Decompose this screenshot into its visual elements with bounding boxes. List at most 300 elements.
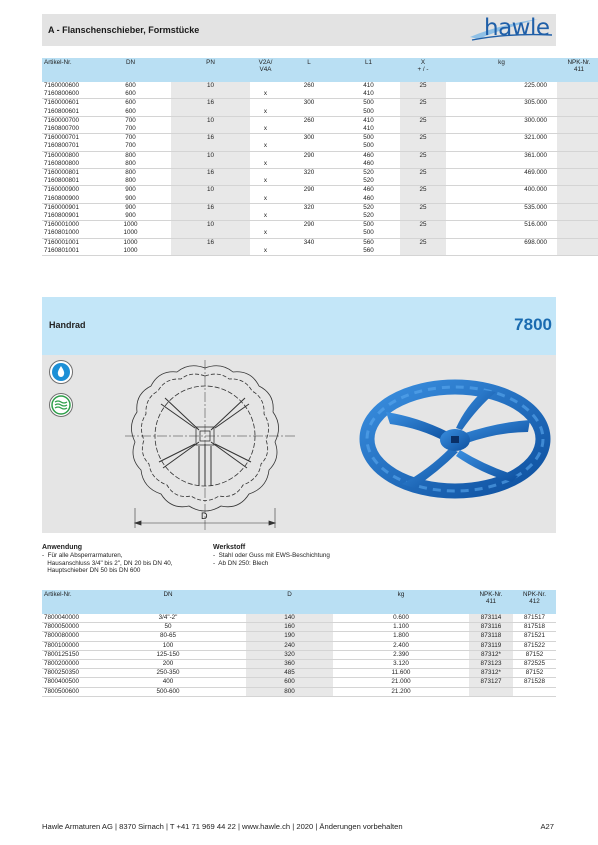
table-cell [446,247,557,256]
column-header: L [281,58,337,82]
table-cell: 25 [400,238,446,247]
table-cell: 320 [303,203,315,211]
table-row [42,195,598,204]
table-cell: 340 [303,238,315,246]
table-row [42,116,598,125]
table-cell [281,177,337,186]
table-cell [171,125,250,134]
table-cell: 250-350 [90,669,246,678]
table-cell: 7160800801 [42,177,90,186]
table-cell [281,212,337,221]
table-cell: 125-150 [90,650,246,659]
table-cell: 100 [90,641,246,650]
table-cell: 3.120 [333,660,469,669]
table-cell: 7160000901 [44,203,80,211]
table-cell: 7160000600 [44,82,80,89]
table-cell: x [250,142,281,151]
table-cell: 3/4"-2" [90,614,246,623]
table-cell: 873127 [469,678,513,687]
anwendung-line: - Für alle Absperrarmaturen, [42,552,123,559]
table-cell: 871517 [513,614,556,623]
column-header: PN [171,58,250,82]
table-cell: 25 [400,186,446,195]
table-cell [557,177,598,186]
table-cell: 871522 [513,641,556,650]
table-cell: 300 [303,99,315,107]
table-cell [557,203,598,212]
table-cell: 50 [90,623,246,632]
table-cell: 817518 [513,623,556,632]
table-cell: 520 [363,203,374,211]
table-cell: 321.000 [524,134,547,142]
table-cell [250,221,281,230]
table-cell: 7160800800 [42,160,90,169]
table-cell [557,125,598,134]
table-cell: 2.390 [333,650,469,659]
werkstoff-heading: Werkstoff [213,544,246,551]
product-band [42,297,556,355]
table-cell: 25 [400,99,446,108]
table-cell: 16 [171,238,250,247]
table-cell: x [250,125,281,134]
table-cell: 10 [171,82,250,90]
table-cell: 7160001001 [44,238,80,246]
table-cell [400,247,446,256]
table-cell [446,90,557,99]
table-cell: 560 [363,238,374,246]
water-drop-icon [49,360,73,384]
table-cell [171,142,250,151]
table-cell: 7800125150 [42,650,90,659]
table-cell [281,108,337,117]
table-cell: 1000 [123,238,138,246]
table-cell: x [250,108,281,117]
table-cell: 7800400500 [42,678,90,687]
table-cell: 400 [90,678,246,687]
table-cell [250,203,281,212]
table-cell [400,142,446,151]
table-row [42,203,598,212]
table-cell: 21.000 [333,678,469,687]
table-cell: 520 [363,169,374,177]
table-cell [557,247,598,256]
table-cell: 11.600 [333,669,469,678]
table-cell [250,186,281,195]
table-row [42,650,556,659]
table-cell [557,212,598,221]
table-cell: 10 [171,221,250,230]
table-cell: 7800250350 [42,669,90,678]
table-cell [446,212,557,221]
table-cell: 800 [125,169,136,177]
table-row [42,169,598,178]
table-cell: 873119 [469,641,513,650]
table-cell: 87152 [513,650,556,659]
anwendung-line: Hausanschluss 3/4" bis 2", DN 20 bis DN 40, [42,559,173,567]
table-cell: 700 [125,134,136,142]
table-cell: 10 [171,151,250,160]
table-cell: 300 [303,134,315,142]
table-cell: 873116 [469,623,513,632]
table-cell [250,99,281,108]
page-section-title: A - Flanschenschieber, Formstücke [48,25,200,35]
table-cell: 7160800700 [42,125,90,134]
table-row [42,221,598,230]
table-cell: 460 [363,186,374,194]
anwendung-text [42,552,172,575]
table-cell: 410 [363,116,374,124]
table-cell [446,177,557,186]
column-header: NPK-Nr. 412 [513,590,556,614]
table-cell [171,177,250,186]
page-number: A27 [540,822,554,831]
table-cell: 7800500600 [42,687,90,696]
table-cell: 600 [90,90,171,99]
table-cell: 600 [246,678,333,687]
werkstoff-line: - Stahl oder Guss mit EWS-Beschichtung [213,552,330,559]
table-cell: 25 [400,203,446,212]
table-cell: 7800040000 [42,614,90,623]
table-cell [557,238,598,247]
table-row [42,641,556,650]
table-row [42,632,556,641]
table-cell: 7160800900 [42,195,90,204]
table-cell [557,99,598,108]
table-cell: 500 [337,142,400,151]
table-cell [557,90,598,99]
table-cell: 900 [125,203,136,211]
table-row [42,160,598,169]
table-cell: 200 [90,660,246,669]
table-cell: x [250,160,281,169]
table-cell: 1.100 [333,623,469,632]
table-cell: 900 [90,212,171,221]
table-cell: x [250,195,281,204]
table-cell: 7160000801 [44,169,80,177]
table-cell: 7160000700 [44,116,80,124]
table-cell [557,142,598,151]
table-cell [281,125,337,134]
table-cell: 7800200000 [42,660,90,669]
table-cell [446,142,557,151]
table-cell: 240 [246,641,333,650]
table-cell: 16 [171,203,250,212]
table-cell: 469.000 [524,169,547,177]
table-cell: 1000 [123,221,138,229]
table-cell: 500 [363,99,374,107]
table-cell: 500-600 [90,687,246,696]
table-cell [557,229,598,238]
table-cell [557,195,598,204]
table-cell: 2.400 [333,641,469,650]
table-cell [400,212,446,221]
table-cell [400,160,446,169]
handwheel-drawing [125,360,295,532]
column-header: kg [446,58,557,82]
table-cell: 160 [246,623,333,632]
table-cell: 290 [303,151,315,159]
column-header: NPK-Nr. 411 [469,590,513,614]
table-cell: 1000 [90,229,171,238]
table-row [42,134,598,143]
table-cell: 300.000 [524,116,547,124]
table-cell: 800 [125,151,136,159]
table-cell [400,177,446,186]
table-cell: 560 [337,247,400,256]
table-cell [446,229,557,238]
table-cell: 320 [246,650,333,659]
table-cell [446,195,557,204]
table-cell: 871528 [513,678,556,687]
table-cell [281,247,337,256]
table-cell [400,195,446,204]
table-cell [446,160,557,169]
column-header: kg [333,590,469,614]
table-cell: 7800100000 [42,641,90,650]
table-cell: 10 [171,116,250,125]
table-cell: 520 [337,212,400,221]
column-header: NPK-Nr. 411 [557,58,598,82]
table-cell [557,160,598,169]
table-cell: 7160000701 [44,134,80,142]
column-header: Artikel-Nr. [42,58,90,82]
werkstoff-line: - Ab DN 250: Blech [213,559,269,567]
table-cell: 25 [400,82,446,90]
table-cell: 305.000 [524,99,547,107]
table-cell [400,108,446,117]
table-cell: 7800080000 [42,632,90,641]
table-row [42,90,598,99]
table-cell: 500 [337,229,400,238]
table-cell: 500 [337,108,400,117]
anwendung-heading: Anwendung [42,544,83,551]
table-cell [171,247,250,256]
table-cell [171,160,250,169]
table-cell: 21.200 [333,687,469,696]
table-cell: 25 [400,151,446,160]
table-cell: 516.000 [524,221,547,229]
table-cell: 260 [303,82,315,89]
column-header: V2A/ V4A [250,58,281,82]
table-cell [250,151,281,160]
column-header: X + / - [400,58,446,82]
table-cell: 400.000 [524,186,547,194]
table-cell [400,90,446,99]
column-header: L1 [337,58,400,82]
table-cell: 873114 [469,614,513,623]
product-title: Handrad [49,320,86,330]
table-cell [250,134,281,143]
table-cell: 320 [303,169,315,177]
table-cell: 7160000900 [44,186,80,194]
table-cell: 410 [337,125,400,134]
table-cell: 140 [246,614,333,623]
table-cell: 800 [246,687,333,696]
table-cell: 7160800600 [42,90,90,99]
table-cell: 290 [303,186,315,194]
table-cell: 900 [125,186,136,194]
table-cell: 290 [303,221,315,229]
table-cell [513,687,556,696]
table-cell: 700 [90,142,171,151]
table-cell: 460 [337,195,400,204]
footer-text: Hawle Armaturen AG | 8370 Sirnach | T +41 71 969 44 22 | www.hawle.ch | 2020 | Änderungen vorbehalten [42,822,403,831]
table-cell [250,116,281,125]
table-cell: 600 [90,108,171,117]
wastewater-icon [49,393,73,417]
table-cell: 800 [90,177,171,186]
anwendung-line: Hauptschieber DN 50 bis DN 600 [42,567,141,575]
table-cell [171,90,250,99]
table-cell: 700 [90,125,171,134]
table-cell: 7160001000 [44,221,80,229]
table-cell: 410 [337,90,400,99]
table-cell: 520 [337,177,400,186]
table-cell [400,125,446,134]
column-header: DN [90,590,246,614]
table-cell [557,116,598,125]
table-cell [171,108,250,117]
table-cell: 87152 [513,669,556,678]
table-cell: 87312* [469,650,513,659]
table-cell [557,151,598,160]
table-cell [250,169,281,178]
table-cell: 260 [303,116,315,124]
table-cell: 25 [400,134,446,143]
table-cell: 600 [125,99,136,107]
table-cell [281,90,337,99]
table-cell: 7160801001 [42,247,90,256]
table-cell [446,108,557,117]
table-cell [557,169,598,178]
table-cell: 190 [246,632,333,641]
table-cell [557,134,598,143]
table-cell [171,195,250,204]
table-cell: 500 [363,221,374,229]
table-cell: 7160800701 [42,142,90,151]
column-header: D [246,590,333,614]
table-row [42,82,598,90]
handwheel-photo [358,372,553,502]
table-cell: 361.000 [524,151,547,159]
table-cell: 872525 [513,660,556,669]
handwheel-table [42,590,556,697]
table-cell: 225.000 [524,82,547,89]
table-cell: 360 [246,660,333,669]
hawle-logo: hawle [468,15,554,43]
table-row [42,238,598,247]
table-row [42,186,598,195]
werkstoff-text [213,552,330,567]
table-row [42,142,598,151]
table-cell [557,82,598,90]
table-row [42,614,556,623]
table-cell: 535.000 [524,203,547,211]
table-cell: 16 [171,99,250,108]
table-cell: 25 [400,169,446,178]
dimension-d-label: D [201,511,208,521]
table-cell: 485 [246,669,333,678]
table-cell [171,229,250,238]
table-row [42,108,598,117]
table-row [42,212,598,221]
table-cell: 873118 [469,632,513,641]
table-row [42,177,598,186]
table-row [42,687,556,696]
table-cell [281,160,337,169]
table-row [42,151,598,160]
table-cell: 10 [171,186,250,195]
table-cell [281,142,337,151]
table-cell: 600 [125,82,136,89]
table-cell: 16 [171,169,250,178]
table-cell [557,108,598,117]
table-cell: 7160000601 [44,99,80,107]
table-row [42,229,598,238]
table-cell: x [250,229,281,238]
table-cell [250,238,281,247]
table-cell: 16 [171,134,250,143]
table-cell [557,221,598,230]
column-header: DN [90,58,171,82]
table-cell: 7160801000 [42,229,90,238]
table-cell: 25 [400,116,446,125]
gate-valve-table [42,58,598,256]
table-row [42,623,556,632]
table-cell: x [250,90,281,99]
table-cell: 87312* [469,669,513,678]
table-cell: 900 [90,195,171,204]
table-cell: 700 [125,116,136,124]
table-cell: 7160800601 [42,108,90,117]
table-cell: 80-65 [90,632,246,641]
table-cell: x [250,247,281,256]
table-cell [446,125,557,134]
table-cell: 873123 [469,660,513,669]
table-cell: 460 [337,160,400,169]
table-cell: x [250,212,281,221]
column-header: Artikel-Nr. [42,590,90,614]
table-cell [171,212,250,221]
table-cell: 500 [363,134,374,142]
table-cell: 7160800901 [42,212,90,221]
table-row [42,660,556,669]
table-cell: 1.800 [333,632,469,641]
table-cell: 460 [363,151,374,159]
table-cell: 1000 [90,247,171,256]
table-cell [281,229,337,238]
table-cell [557,186,598,195]
table-row [42,669,556,678]
table-row [42,125,598,134]
table-cell: 25 [400,221,446,230]
table-cell [250,82,281,90]
table-cell [281,195,337,204]
table-cell [400,229,446,238]
table-cell: 871521 [513,632,556,641]
table-row [42,247,598,256]
table-cell: 7800050000 [42,623,90,632]
table-cell: 0.600 [333,614,469,623]
table-cell: 800 [90,160,171,169]
table-row [42,99,598,108]
table-cell [469,687,513,696]
table-cell: 410 [363,82,374,89]
product-code: 7800 [514,315,552,334]
table-cell: 7160000800 [44,151,80,159]
table-cell: x [250,177,281,186]
table-row [42,678,556,687]
